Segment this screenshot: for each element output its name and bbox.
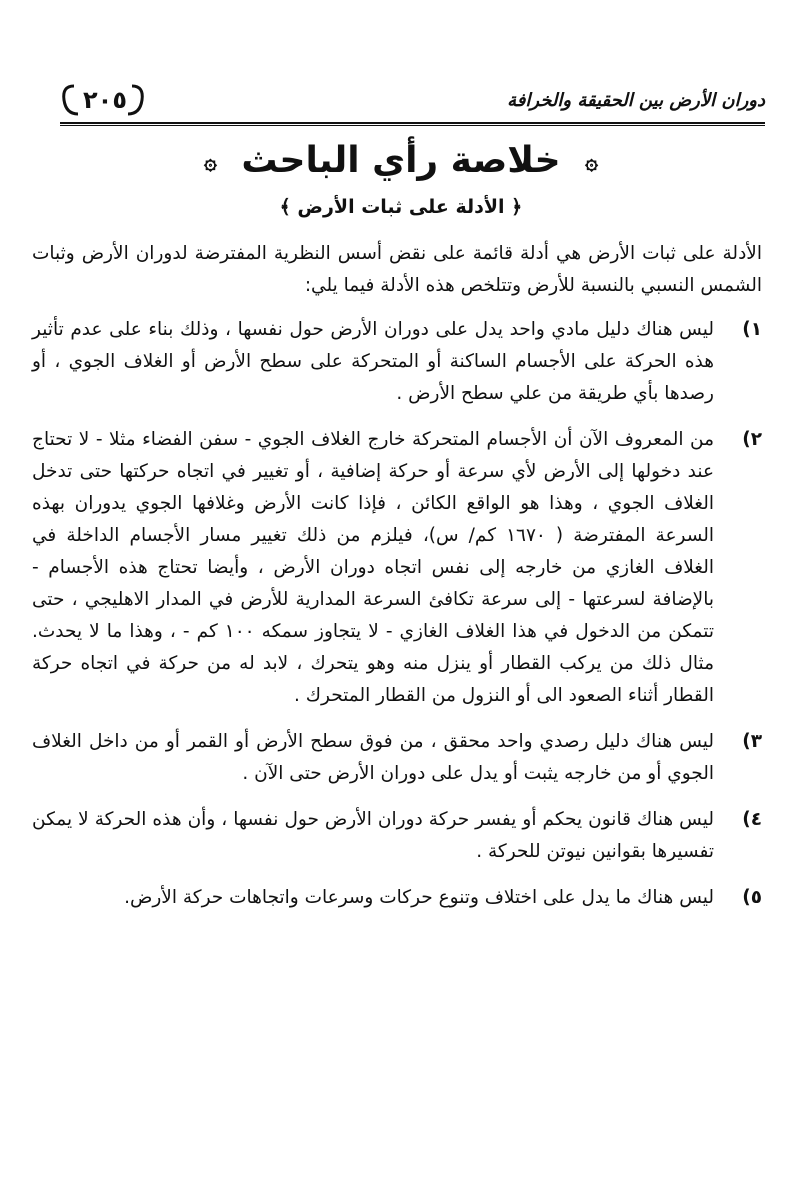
list-item-number: ٤): [742, 809, 762, 830]
header-rule: [60, 122, 765, 126]
page-number-frame: [60, 82, 146, 118]
list-item-number: ٢): [742, 429, 762, 450]
list-item-text: ليس هناك ما يدل على اختلاف وتنوع حركات وسرعات واتجاهات حركة الأرض.: [124, 887, 714, 908]
list-item: [32, 882, 762, 914]
intro-paragraph: [32, 238, 762, 302]
section-title-text: خلاصة رأي الباحث: [241, 140, 561, 181]
ornament-left-icon: ۞: [203, 149, 217, 175]
page-number: ٢٠٥: [83, 86, 127, 114]
running-header: [60, 88, 765, 122]
list-item-number: ١): [742, 319, 762, 340]
section-title: [0, 140, 802, 181]
list-item-number: ٣): [742, 731, 762, 752]
ornament-right-icon: ۞: [585, 149, 599, 175]
list-item-text: ليس هناك دليل رصدي واحد محقق ، من فوق سطح الأرض أو القمر أو من داخل الغلاف الجوي أو من خارجه يثبت أو يدل على دوران الأرض حتى الآن .: [32, 731, 714, 784]
running-title: دوران الأرض بين الحقيقة والخرافة: [507, 90, 765, 111]
list-item: [32, 804, 762, 868]
list-item-number: ٥): [742, 887, 762, 908]
list-item: [32, 314, 762, 410]
list-item: [32, 424, 762, 712]
intro-text: الأدلة على ثبات الأرض هي أدلة قائمة على نقض أسس النظرية المفترضة لدوران الأرض وثبات الشمس النسبي بالنسبة للأرض وتتلخص هذه الأدلة فيما يلي:: [32, 243, 762, 296]
list-item-text: ليس هناك قانون يحكم أو يفسر حركة دوران الأرض حول نفسها ، وأن هذه الحركة لا يمكن تفسيرها بقوانين نيوتن للحركة .: [32, 809, 714, 862]
body-text: [32, 238, 762, 928]
list-item-text: من المعروف الآن أن الأجسام المتحركة خارج الغلاف الجوي - سفن الفضاء مثلا - لا تحتاج عند دخولها إلى الأرض لأي سرعة أو حركة إضافية ، أو تغيير في اتجاه حركتها حتى تدخل الغلاف الجوي ، وهذا هو الواقع الكائن ، فإذا كانت الأرض وغلافها الجوي يدوران بهذه السرعة المفترضة ( ١٦٧٠ كم/ س)، فيلزم من ذلك تغيير مسار الأجسام الداخلة في الغلاف الغازي من خارجه إلى نفس اتجاه دوران الأرض ، وأيضا تحتاج هذه الأجسام - بالإضافة لسرعتها - إلى سرعة تكافئ السرعة المدارية للأرض في المدار الاهليجي ، حتى تتمكن من الدخول في هذا الغلاف الغازي - لا يتجاوز سمكه ١٠٠ كم - ، وهذا ما لا يحدث. مثال ذلك من يركب القطار أو ينزل منه وهو يتحرك ، لابد له من حركة في اتجاه حركة القطار أثناء الصعود الى أو النزول من القطار المتحرك .: [32, 429, 714, 706]
list-item-text: ليس هناك دليل مادي واحد يدل على دوران الأرض حول نفسها ، وذلك بناء على عدم تأثير هذه الحركة على الأجسام الساكنة أو المتحركة على سطح الأرض أو الغلاف الجوي ، أو رصدها بأي طريقة من علي سطح الأرض .: [32, 319, 714, 404]
section-subtitle: ﴿ الأدلة على ثبات الأرض ﴾: [279, 196, 523, 218]
list-item: [32, 726, 762, 790]
